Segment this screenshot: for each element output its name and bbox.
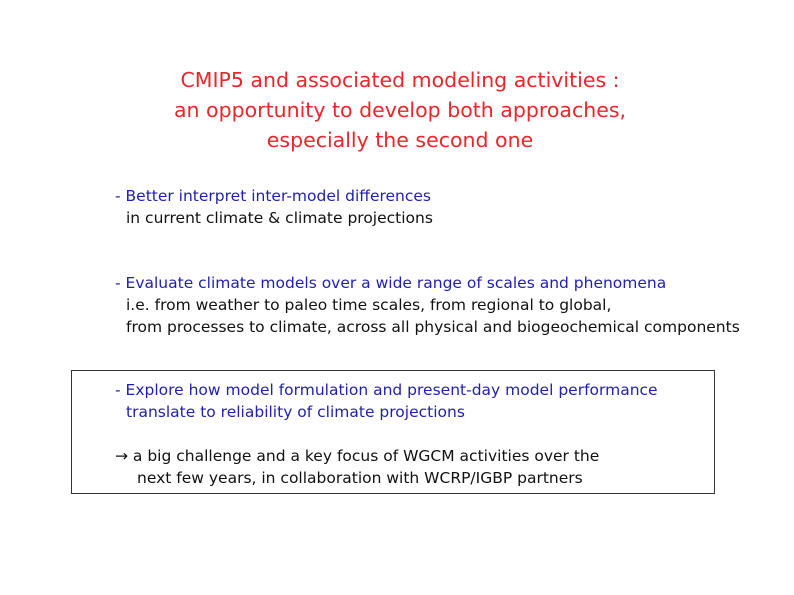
highlight-conclusion-2: next few years, in collaboration with WCRP/IGBP partners: [137, 469, 583, 487]
highlight-conclusion-1: → a big challenge and a key focus of WGCM activities over the: [115, 447, 600, 465]
point-2-lead: - Evaluate climate models over a wide range of scales and phenomena: [115, 274, 667, 292]
slide-title-line-3: especially the second one: [266, 128, 534, 152]
slide-title-line-2: an opportunity to develop both approaches,: [173, 98, 627, 122]
slide-title-line-1: CMIP5 and associated modeling activities :: [180, 68, 620, 92]
point-2-detail-2: from processes to climate, across all physical and biogeochemical components: [126, 318, 740, 336]
highlight-lead-continuation: translate to reliability of climate projections: [126, 403, 465, 421]
point-1-lead: - Better interpret inter-model differences: [115, 187, 432, 205]
highlight-lead: - Explore how model formulation and present-day model performance: [115, 381, 658, 399]
point-2-detail-1: i.e. from weather to paleo time scales, from regional to global,: [126, 296, 612, 314]
point-1-detail-1: in current climate & climate projections: [126, 209, 433, 227]
